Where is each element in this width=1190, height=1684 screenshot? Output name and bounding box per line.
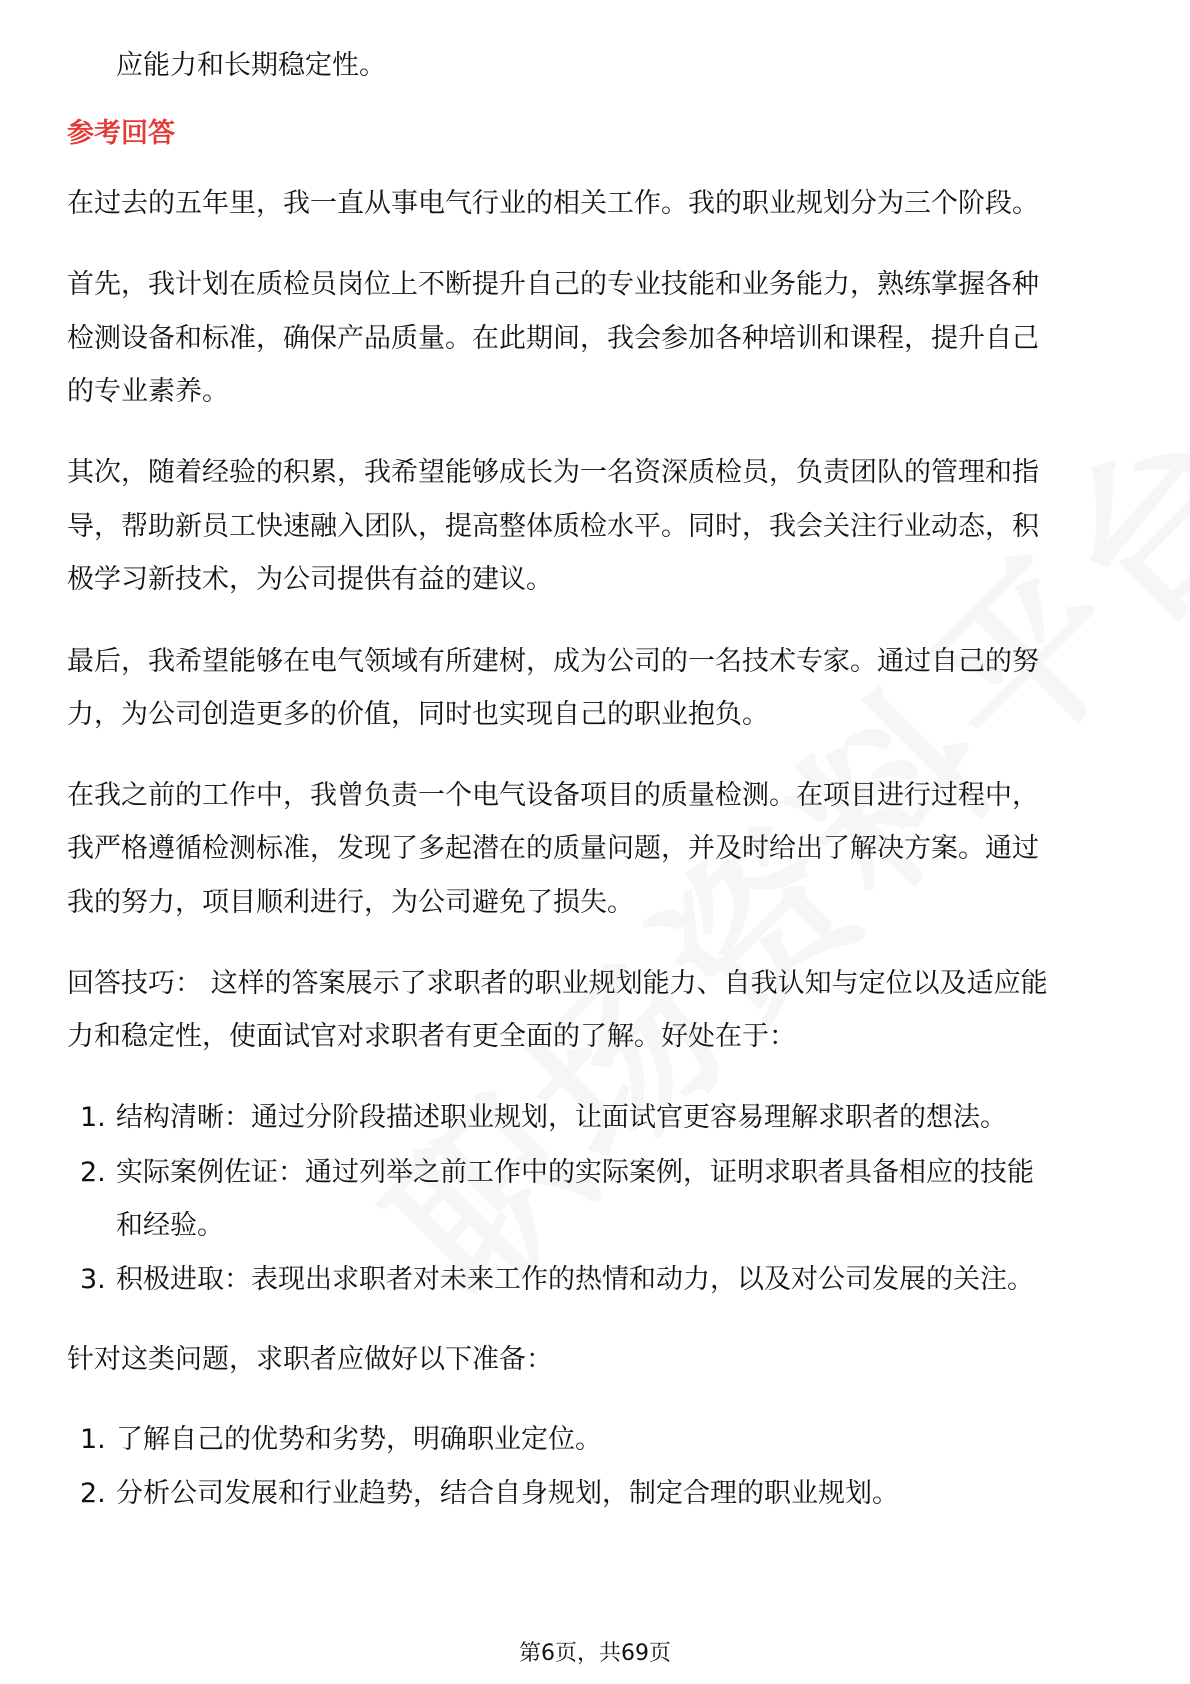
paragraph-line: 首先，我计划在质检员岗位上不断提升自己的专业技能和业务能力，熟练掌握各种 [67,269,1039,300]
list-item-text: 了解自己的优势和劣势，明确职业定位。 [116,1424,602,1455]
list-item-number: 2. [80,1478,106,1509]
list-item-text: 结构清晰：通过分阶段描述职业规划，让面试官更容易理解求职者的想法。 [116,1102,1007,1133]
list-item-text: 积极进取：表现出求职者对未来工作的热情和动力，以及对公司发展的关注。 [116,1264,1034,1295]
list-item-number: 2. [80,1157,106,1188]
page-footer: 第6页，共69页 [519,1641,671,1666]
paragraph-line: 我严格遵循检测标准，发现了多起潜在的质量问题，并及时给出了解决方案。通过 [67,833,1039,864]
paragraph-line: 最后，我希望能够在电气领域有所建树，成为公司的一名技术专家。通过自己的努 [67,646,1039,677]
paragraph-line: 导，帮助新员工快速融入团队，提高整体质检水平。同时，我会关注行业动态，积 [67,511,1039,542]
list-item-number: 1. [80,1424,106,1455]
paragraph-line: 检测设备和标准，确保产品质量。在此期间，我会参加各种培训和课程，提升自己 [67,323,1039,354]
paragraph-line: 力，为公司创造更多的价值，同时也实现自己的职业抱负。 [67,699,769,730]
section-heading: 参考回答 [67,118,175,149]
carryover-line: 应能力和长期稳定性。 [116,50,386,81]
paragraph-line: 的专业素养。 [67,376,229,407]
paragraph-line: 其次，随着经验的积累，我希望能够成长为一名资深质检员，负责团队的管理和指 [67,457,1039,488]
paragraph-line: 力和稳定性，使面试官对求职者有更全面的了解。好处在于： [67,1021,796,1052]
list-item-number: 3. [80,1264,106,1295]
list-item-number: 1. [80,1102,106,1133]
paragraph-line: 针对这类问题，求职者应做好以下准备： [67,1344,553,1375]
list-item-text: 和经验。 [116,1210,224,1241]
paragraph-line: 在我之前的工作中，我曾负责一个电气设备项目的质量检测。在项目进行过程中， [67,780,1039,811]
paragraph-line: 在过去的五年里，我一直从事电气行业的相关工作。我的职业规划分为三个阶段。 [67,188,1039,219]
paragraph-line: 极学习新技术，为公司提供有益的建议。 [67,564,553,595]
list-item-text: 分析公司发展和行业趋势，结合自身规划，制定合理的职业规划。 [116,1478,899,1509]
list-item-text: 实际案例佐证：通过列举之前工作中的实际案例，证明求职者具备相应的技能 [116,1157,1034,1188]
paragraph-line: 回答技巧： 这样的答案展示了求职者的职业规划能力、自我认知与定位以及适应能 [67,968,1048,999]
paragraph-line: 我的努力，项目顺利进行，为公司避免了损失。 [67,887,634,918]
